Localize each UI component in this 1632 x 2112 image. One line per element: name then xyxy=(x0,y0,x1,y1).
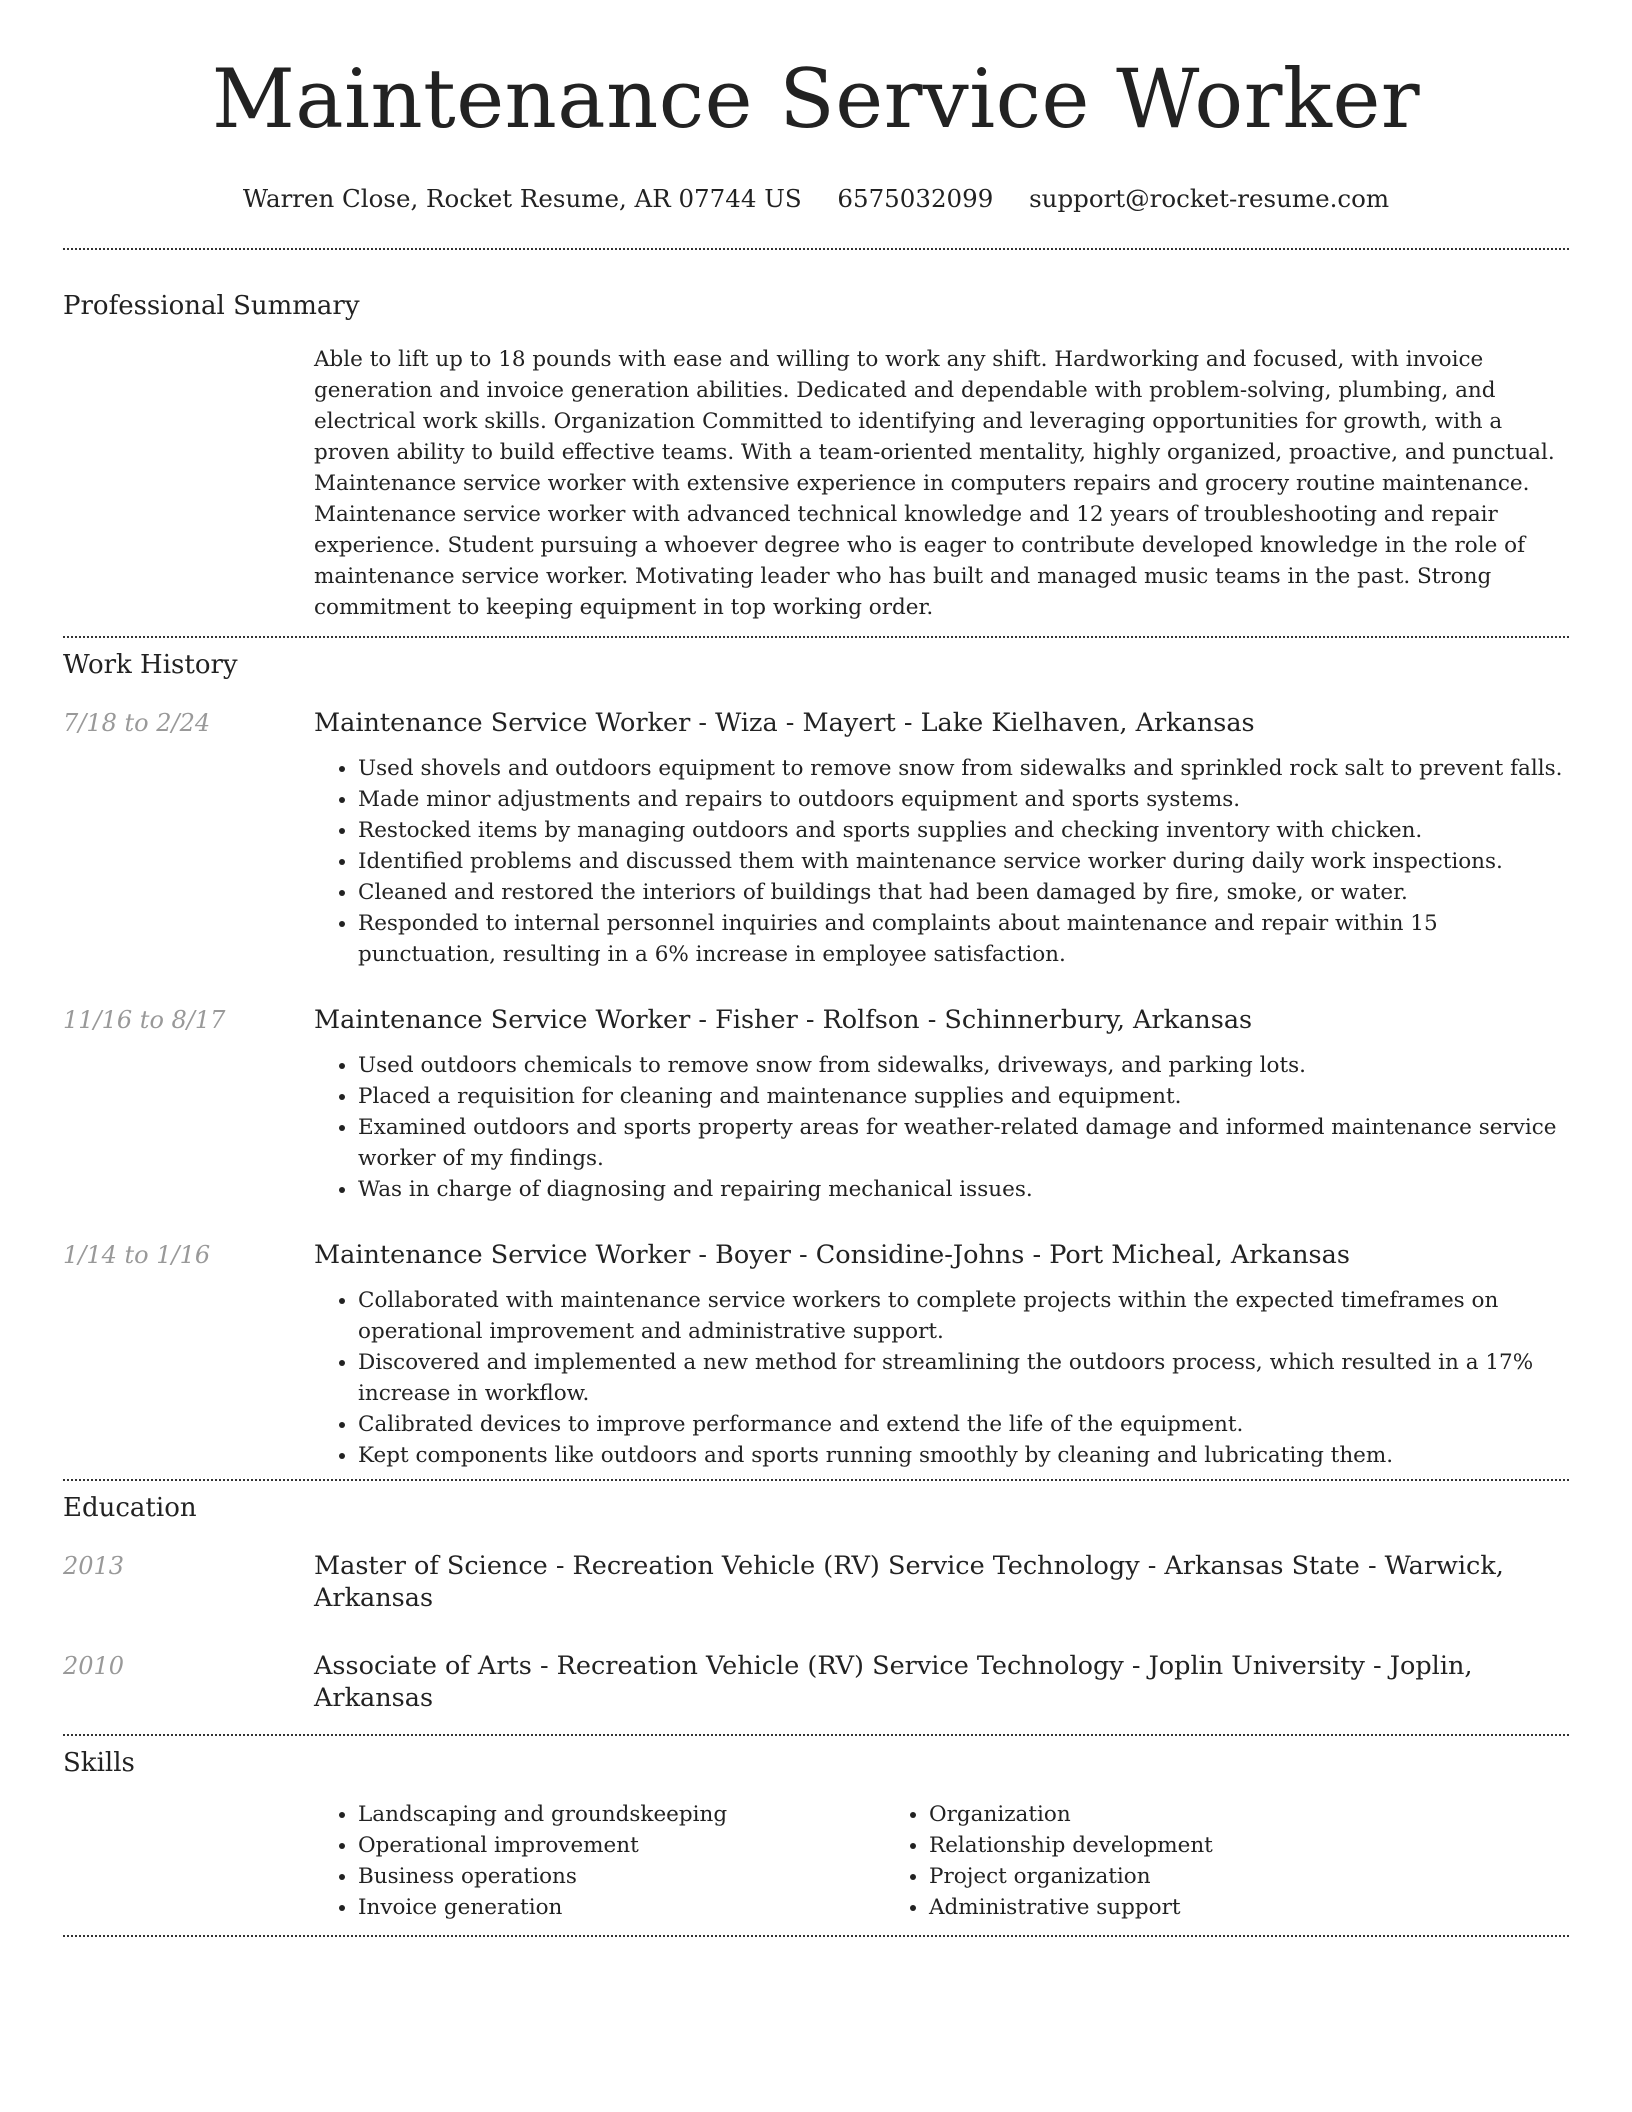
education-entry xyxy=(63,1550,1569,1614)
skills-section xyxy=(63,1747,1569,1923)
job-duties xyxy=(314,1050,1569,1205)
job-body xyxy=(314,1004,1569,1205)
education-year: 2010 xyxy=(63,1652,125,1680)
job-heading: Maintenance Service Worker - Boyer - Considine-Johns - Port Micheal, Arkansas xyxy=(314,1240,1350,1270)
summary-row xyxy=(63,344,1569,623)
education-section xyxy=(63,1492,1569,1714)
skills-list-right xyxy=(885,1799,1569,1923)
work-history-section xyxy=(63,649,1569,1471)
job-dates: 1/14 to 1/16 xyxy=(63,1241,211,1269)
education-heading-line: Associate of Arts - Recreation Vehicle (RV) Service Technology - Joplin University - Joplin, Arkansas xyxy=(314,1651,1473,1713)
skill-item: • Relationship development xyxy=(929,1830,1569,1861)
duty-item: • Cleaned and restored the interiors of buildings that had been damaged by fire, smoke, or water. xyxy=(358,877,1569,908)
summary-body xyxy=(314,344,1569,623)
skills-lists xyxy=(314,1799,1569,1923)
skills-list-left xyxy=(314,1799,885,1923)
section-divider xyxy=(63,636,1569,638)
summary-spacer xyxy=(63,344,314,623)
duty-item: • Responded to internal personnel inquiries and complaints about maintenance and repair within 15 punctuation, resulting in a 6% increase in employee satisfaction. xyxy=(358,908,1569,970)
job-heading: Maintenance Service Worker - Fisher - Rolfson - Schinnerbury, Arkansas xyxy=(314,1005,1253,1035)
job-entry xyxy=(63,707,1569,970)
duty-item: • Examined outdoors and sports property areas for weather-related damage and informed maintenance service worker of my findings. xyxy=(358,1112,1569,1174)
job-body xyxy=(314,707,1569,970)
education-entry xyxy=(63,1650,1569,1714)
duty-item: • Calibrated devices to improve performance and extend the life of the equipment. xyxy=(358,1409,1569,1440)
duty-item: • Used outdoors chemicals to remove snow from sidewalks, driveways, and parking lots. xyxy=(358,1050,1569,1081)
skill-item: • Project organization xyxy=(929,1861,1569,1892)
section-divider xyxy=(63,1935,1569,1937)
contact-email: support@rocket-resume.com xyxy=(1029,184,1390,213)
duty-item: • Collaborated with maintenance service workers to complete projects within the expected timeframes on operational improvement and administrative support. xyxy=(358,1285,1569,1347)
duty-item: • Was in charge of diagnosing and repairing mechanical issues. xyxy=(358,1174,1569,1205)
job-entry xyxy=(63,1004,1569,1205)
skill-item: • Administrative support xyxy=(929,1892,1569,1923)
contact-line xyxy=(63,184,1569,214)
duty-item: • Identified problems and discussed them with maintenance service worker during daily work inspections. xyxy=(358,846,1569,877)
duty-item: • Made minor adjustments and repairs to outdoors equipment and sports systems. xyxy=(358,784,1569,815)
summary-section xyxy=(63,290,1569,623)
duty-item: • Placed a requisition for cleaning and maintenance supplies and equipment. xyxy=(358,1081,1569,1112)
candidate-name: Maintenance Service Worker xyxy=(211,53,1421,147)
job-dates: 11/16 to 8/17 xyxy=(63,1006,226,1034)
job-duties xyxy=(314,753,1569,970)
skill-item: • Organization xyxy=(929,1799,1569,1830)
skill-item: • Business operations xyxy=(358,1861,885,1892)
duty-item: • Kept components like outdoors and sports running smoothly by cleaning and lubricating them. xyxy=(358,1440,1569,1471)
skill-item: • Invoice generation xyxy=(358,1892,885,1923)
contact-address: Warren Close, Rocket Resume, AR 07744 US xyxy=(242,184,802,213)
skills-heading: Skills xyxy=(63,1748,135,1778)
duty-item: • Restocked items by managing outdoors and sports supplies and checking inventory with chicken. xyxy=(358,815,1569,846)
job-duties xyxy=(314,1285,1569,1471)
duty-item: • Used shovels and outdoors equipment to remove snow from sidewalks and sprinkled rock salt to prevent falls. xyxy=(358,753,1569,784)
section-divider xyxy=(63,1479,1569,1481)
job-dates: 7/18 to 2/24 xyxy=(63,709,211,737)
education-heading-line: Master of Science - Recreation Vehicle (RV) Service Technology - Arkansas State - Warwick, Arkansas xyxy=(314,1551,1504,1613)
job-entry xyxy=(63,1239,1569,1471)
skill-item: • Landscaping and groundskeeping xyxy=(358,1799,885,1830)
skill-item: • Operational improvement xyxy=(358,1830,885,1861)
contact-phone: 6575032099 xyxy=(837,184,994,213)
section-divider xyxy=(63,1734,1569,1736)
education-year: 2013 xyxy=(63,1552,125,1580)
education-heading: Education xyxy=(63,1493,197,1523)
duty-item: • Discovered and implemented a new method for streamlining the outdoors process, which resulted in a 17% increase in workflow. xyxy=(358,1347,1569,1409)
skills-spacer xyxy=(63,1799,314,1923)
job-heading: Maintenance Service Worker - Wiza - Mayert - Lake Kielhaven, Arkansas xyxy=(314,708,1255,738)
summary-heading: Professional Summary xyxy=(63,291,360,321)
summary-text: Able to lift up to 18 pounds with ease and willing to work any shift. Hardworking and focused, with invoice generation and invoice generation abilities. Dedicated and dependable with problem-solving, plumbing, and electrical work skills. Organization Committed to identifying and leveraging opportunities for growth, with a proven ability to build effective teams. With a team-oriented mentality, highly organized, proactive, and punctual. Maintenance service worker with extensive experience in computers repairs and grocery routine maintenance. Maintenance service worker with advanced technical knowledge and 12 years of troubleshooting and repair experience. Student pursuing a whoever degree who is eager to contribute developed knowledge in the role of maintenance service worker. Motivating leader who has built and managed music teams in the past. Strong commitment to keeping equipment in top working order. xyxy=(314,347,1555,620)
section-divider xyxy=(63,248,1569,250)
work-history-heading: Work History xyxy=(63,650,238,680)
job-body xyxy=(314,1239,1569,1471)
skills-row xyxy=(63,1799,1569,1923)
